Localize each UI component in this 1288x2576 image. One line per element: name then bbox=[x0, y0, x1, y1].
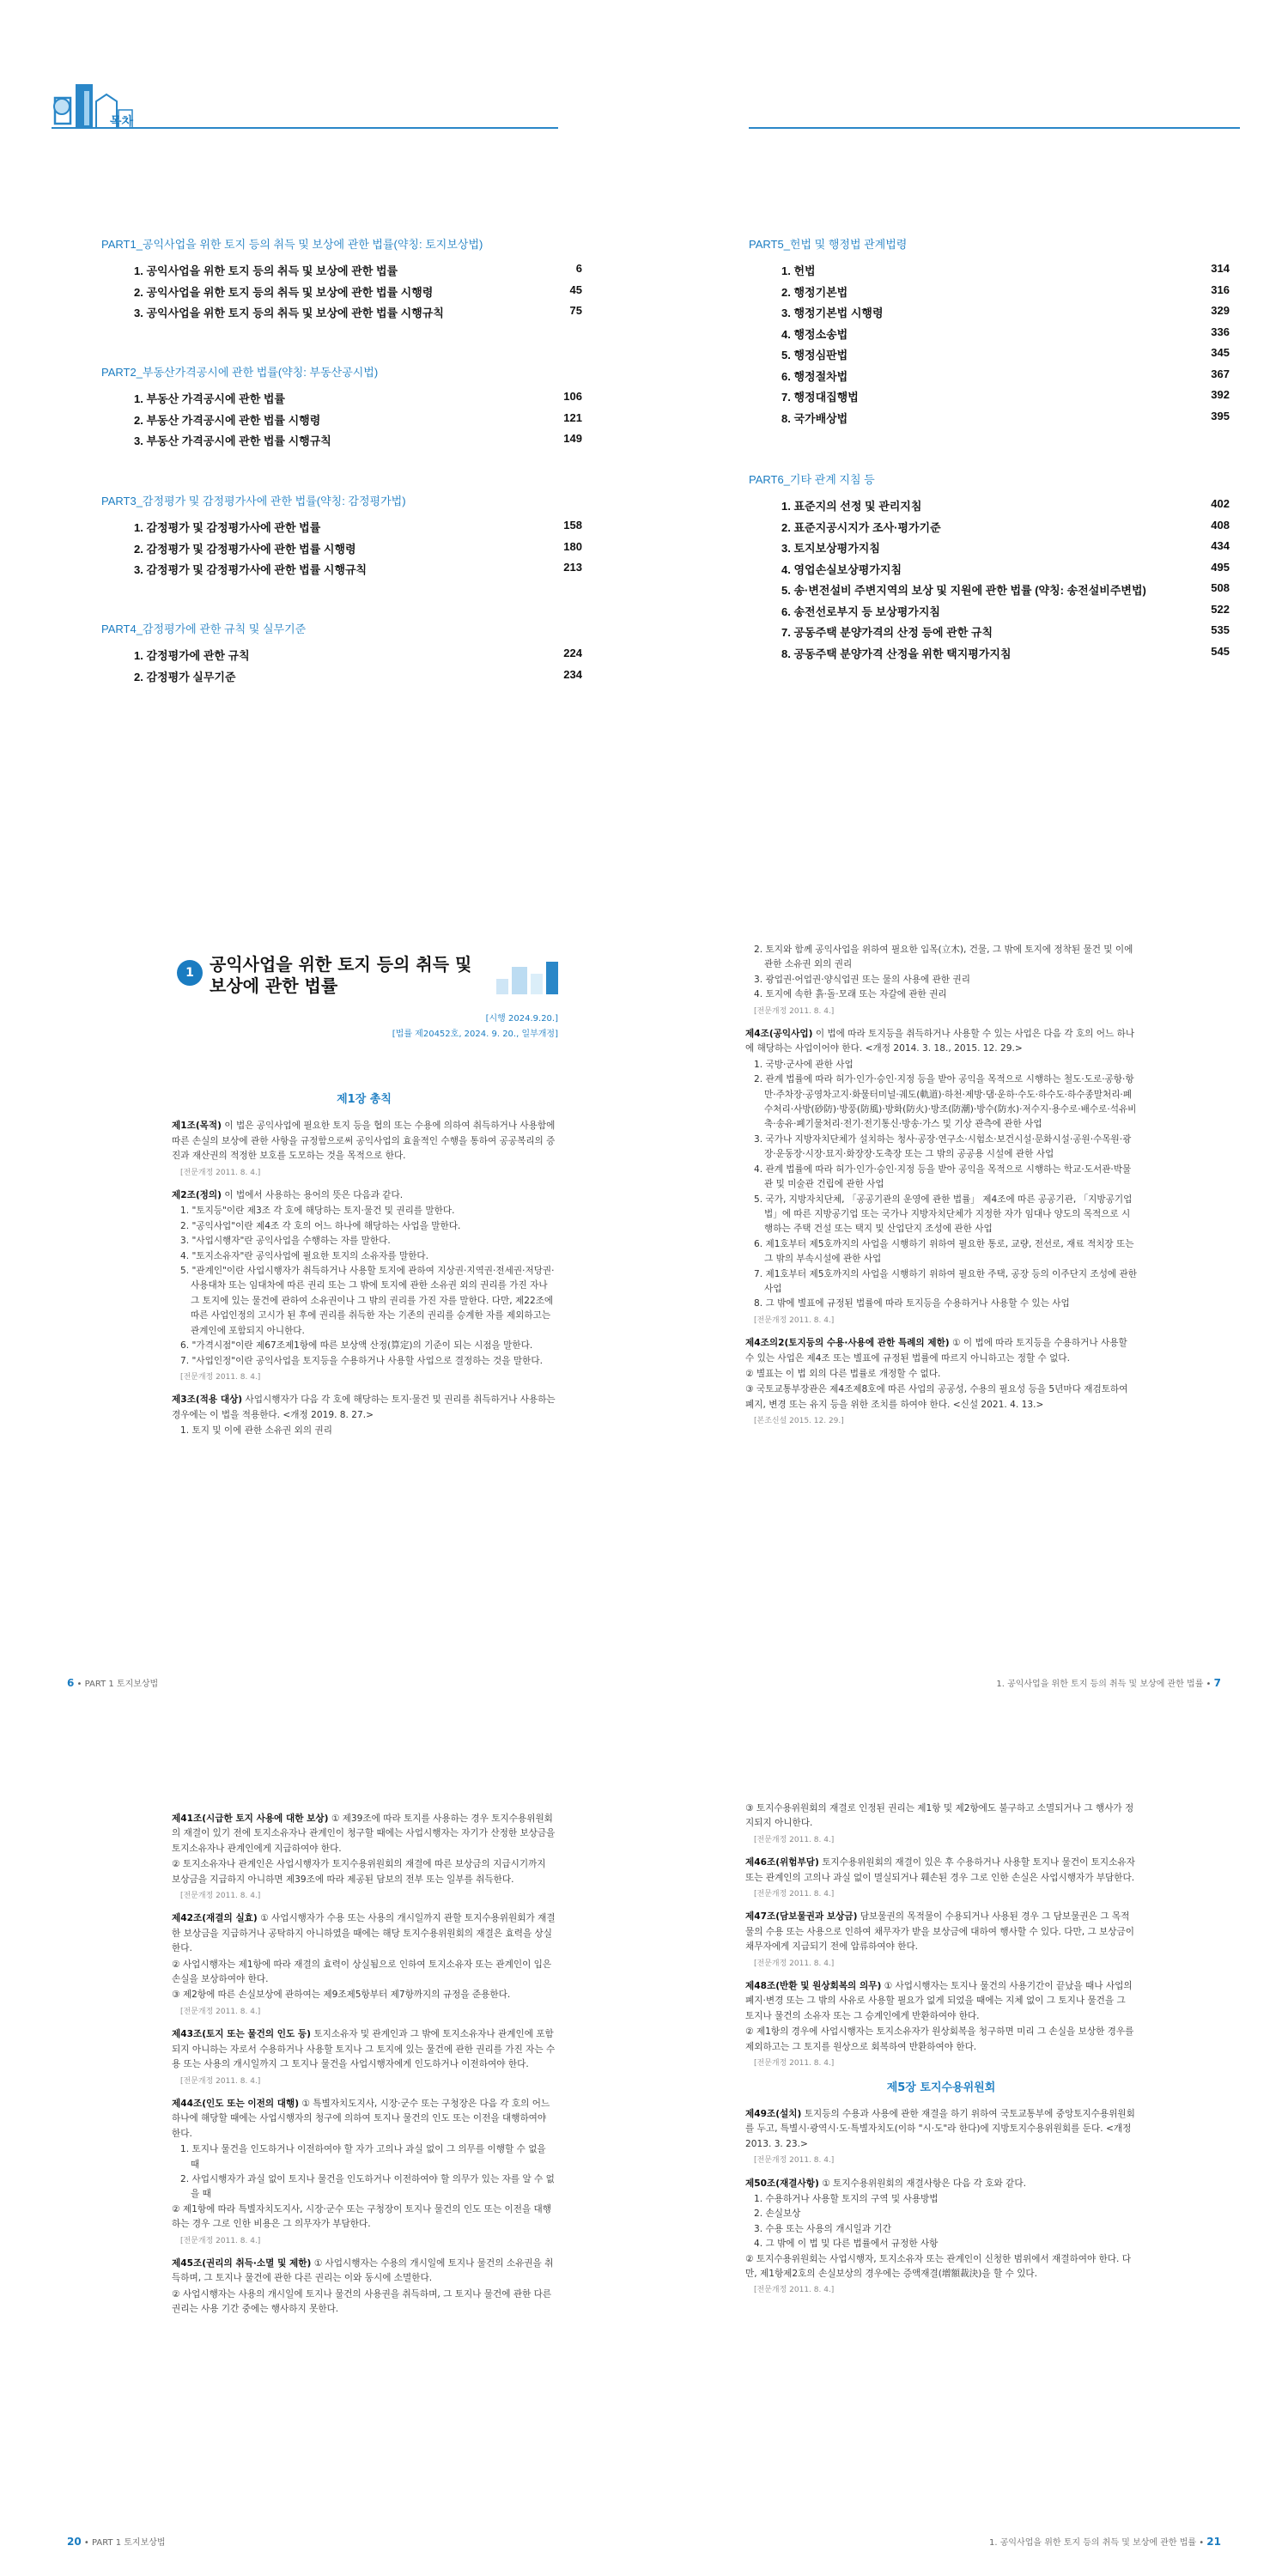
toc-entry[interactable]: 1. 감정평가 및 감정평가사에 관한 법률 158 bbox=[134, 519, 582, 534]
paragraph: ② 사업시행자는 사용의 개시일에 토지나 물건의 사용권을 취득하며, 그 토지나 물건에 관한 다른 권리는 사용 기간 중에는 행사하지 못한다. bbox=[172, 2288, 552, 2315]
article: 제45조(권리의 취득·소멸 및 제한) ① 사업시행자는 수용의 개시일에 토지나 물건의 소유권을 취득하며, 그 토지나 물건에 관한 다른 권리는 이와 동시에 소멸한다. bbox=[172, 2257, 554, 2284]
article: 제42조(재결의 실효) ① 사업시행자가 수용 또는 사용의 개시일까지 관할 토지수용위원회가 재결한 보상금을 지급하거나 공탁하지 아니하였을 때에는 해당 토지수용위원회의 재결은 효력을 상실한다. bbox=[172, 1913, 556, 1954]
article: 제4조의2(토지등의 수용·사용에 관한 특례의 제한) ① 이 법에 따라 토지등을 수용하거나 사용할 수 있는 사업은 제4조 또는 별표에 규정된 법률에 따르지 아니하고는 정할 수 없다. bbox=[745, 1338, 1127, 1364]
list-item: 7. 제1호부터 제5호까지의 사업을 시행하기 위하여 필요한 주택, 공장 등의 이주단지 조성에 관한 사업 bbox=[754, 1268, 1138, 1294]
toc-entry[interactable]: 3. 부동산 가격공시에 관한 법률 시행규칙 149 bbox=[134, 432, 582, 447]
page-21 bbox=[644, 1717, 1288, 2576]
toc-title: 목차 bbox=[110, 114, 134, 128]
amendment-note: [전문개정 2011. 8. 4.] bbox=[754, 1315, 835, 1325]
paragraph: ② 사업시행자는 제1항에 따라 재결의 효력이 상실됨으로 인하여 토지소유자 또는 관계인이 입은 손실을 보상하여야 한다. bbox=[172, 1959, 552, 1985]
page-6 bbox=[0, 859, 644, 1717]
toc-entry[interactable]: 8. 국가배상법 395 bbox=[781, 409, 1230, 425]
toc-entry[interactable]: 7. 공동주택 분양가격의 산정 등에 관한 규칙 535 bbox=[781, 623, 1230, 639]
list-item: 4. 토지에 속한 흙·돌·모래 또는 자갈에 관한 권리 bbox=[754, 989, 947, 1000]
toc-entry[interactable]: 2. 감정평가 및 감정평가사에 관한 법률 시행령 180 bbox=[134, 539, 582, 556]
list-item: 8. 그 밖에 별표에 규정된 법률에 따라 토지등을 수용하거나 사용할 수 있는 사업 bbox=[754, 1298, 1070, 1309]
toc-part-6 bbox=[749, 471, 1230, 665]
amendment-note: [전문개정 2011. 8. 4.] bbox=[754, 1006, 835, 1016]
article: 제3조(적용 대상) 사업시행자가 다음 각 호에 해당하는 토지·물건 및 권리를 취득하거나 사용하는 경우에는 이 법을 적용한다. <개정 2019. 8. 27.> bbox=[172, 1394, 556, 1420]
toc-part-4 bbox=[101, 620, 582, 689]
law-meta: [시행 2024.9.20.] [법률 제20452호, 2024. 9. 20., 일부개정] bbox=[392, 1014, 558, 1039]
article: 제1조(목적) 이 법은 공익사업에 필요한 토지 등을 협의 또는 수용에 의하여 취득하거나 사용함에 따른 손실의 보상에 관한 사항을 규정함으로써 공익사업의 효율적인 수행을 통하여 공공복리의 증진과 재산권의 적정한 보호를 도모하는 것을 목적으로 한다. bbox=[172, 1121, 556, 1162]
list-item: 4. 그 밖에 이 법 및 다른 법률에서 규정한 사항 bbox=[754, 2239, 939, 2250]
toc-part-3 bbox=[101, 492, 582, 582]
amendment-note: [전문개정 2011. 8. 4.] bbox=[180, 2007, 261, 2016]
article: 제46조(위험부담) 토지수용위원회의 재결이 있은 후 수용하거나 사용할 토지나 물건이 토지소유자 또는 관계인의 고의나 과실 없이 멸실되거나 훼손된 경우 그로 인한 손실은 사업시행자가 부담한다. bbox=[745, 1857, 1135, 1883]
list-item: 4. 관계 법률에 따라 허가·인가·승인·지정 등을 받아 공익을 목적으로 시행하는 학교·도서관·박물관 및 미술관 건립에 관한 사업 bbox=[754, 1163, 1132, 1190]
amendment-note: [전문개정 2011. 8. 4.] bbox=[754, 2286, 835, 2295]
list-item: 1. 토지나 물건을 인도하거나 이전하여야 할 자가 고의나 과실 없이 그 의무를 이행할 수 없을 때 bbox=[180, 2144, 546, 2170]
page-7 bbox=[644, 859, 1288, 1717]
article: 제4조(공익사업) 이 법에 따라 토지등을 취득하거나 사용할 수 있는 사업은 다음 각 호의 어느 하나에 해당하는 사업이어야 한다. <개정 2014. 3. 18., 2015. 12. 29.> bbox=[745, 1029, 1135, 1054]
law-spread-pages-6-7 bbox=[0, 859, 1288, 1717]
amendment-note: [전문개정 2011. 8. 4.] bbox=[754, 1959, 835, 1968]
paragraph: ② 제1항에 따라 특별자치도지사, 시장·군수 또는 구청장이 토지나 물건의 인도 또는 이전을 대행하는 경우 그로 인한 비용은 그 의무자가 부담한다. bbox=[172, 2203, 552, 2230]
list-item: 5. "관계인"이란 사업시행자가 취득하거나 사용할 토지에 관하여 지상권·지역권·전세권·저당권·사용대차 또는 임대차에 따른 권리 또는 그 밖에 토지에 관한 소유권 외의 권리를 가진 자나 그 토지에 있는 물건에 관하여 소유권이나 그 밖의 권리를 가진 자를 말한다. 다만, 제22조에 따른 사업인정의 고시가 된 후에 권리를 취득한 자는 기존의 권리를 승계한 자를 제외하고는 관계인에 포함되지 아니한다. bbox=[180, 1266, 555, 1336]
toc-entry[interactable]: 3. 행정기본법 시행령 329 bbox=[781, 304, 1230, 319]
page-footer: 20 • PART 1 토지보상법 bbox=[67, 2536, 166, 2548]
toc-header-line bbox=[749, 127, 1240, 129]
law-body-left bbox=[172, 1812, 556, 2318]
page-footer: 1. 공익사업을 위한 토지 등의 취득 및 보상에 관한 법률 • 7 bbox=[996, 1677, 1221, 1689]
list-item: 6. "가격시점"이란 제67조제1항에 따른 보상액 산정(算定)의 기준이 되는 시점을 말한다. bbox=[180, 1340, 533, 1352]
list-item: 1. 수용하거나 사용할 토지의 구역 및 사용방법 bbox=[754, 2193, 939, 2204]
toc-part-title: PART3_감정평가 및 감정평가사에 관한 법률(약칭: 감정평가법) bbox=[101, 495, 406, 507]
article: 제44조(인도 또는 이전의 대행) ① 특별자치도지사, 시장·군수 또는 구청장은 다음 각 호의 어느 하나에 해당할 때에는 사업시행자의 청구에 의하여 토지나 물건의 인도 또는 이전을 대행하여야 한다. bbox=[172, 2098, 550, 2139]
toc-entry[interactable]: 6. 행정절차법 367 bbox=[781, 367, 1230, 383]
paragraph: ③ 제2항에 따른 손실보상에 관하여는 제9조제5항부터 제7항까지의 규정을 준용한다. bbox=[172, 1990, 511, 2001]
law-spread-pages-20-21 bbox=[0, 1717, 1288, 2576]
paragraph: ② 제1항의 경우에 사업시행자는 토지소유자가 원상회복을 청구하면 미리 그 손실을 보상한 경우를 제외하고는 그 토지를 원상으로 회복하여 반환하여야 한다. bbox=[745, 2026, 1134, 2052]
toc-entry[interactable]: 2. 부동산 가격공시에 관한 법률 시행령 121 bbox=[134, 410, 582, 427]
toc-entry[interactable]: 2. 표준지공시지가 조사·평가기준 408 bbox=[781, 518, 1230, 534]
list-item: 3. 광업권·어업권·양식업권 또는 물의 사용에 관한 권리 bbox=[754, 974, 970, 985]
paragraph: ③ 국토교통부장관은 제4조제8호에 따른 사업의 공공성, 수용의 필요성 등을 5년마다 재검토하여 폐지, 변경 또는 유지 등을 위한 조치를 하여야 한다. <신설 2021. 4. 13.> bbox=[745, 1384, 1128, 1410]
paragraph: ② 토지소유자나 관계인은 사업시행자가 토지수용위원회의 재결에 따른 보상금의 지급시기까지 보상금을 지급하지 아니하면 제39조에 따라 제공된 담보의 전부 또는 일부를 취득한다. bbox=[172, 1859, 546, 1885]
toc-entry[interactable]: 2. 감정평가 실무기준 234 bbox=[134, 667, 582, 683]
list-item: 1. 토지 및 이에 관한 소유권 외의 권리 bbox=[180, 1425, 332, 1437]
toc-spread bbox=[0, 0, 1288, 859]
paragraph: ② 별표는 이 법 외의 다른 법률로 개정할 수 없다. bbox=[745, 1368, 941, 1379]
toc-part-title: PART5_헌법 및 행정법 관계법령 bbox=[749, 238, 908, 251]
list-item: 6. 제1호부터 제5호까지의 사업을 시행하기 위하여 필요한 통로, 교량, 전선로, 재료 적치장 또는 그 밖의 부속시설에 관한 사업 bbox=[754, 1238, 1134, 1265]
amendment-note: [전문개정 2011. 8. 4.] bbox=[754, 1890, 835, 1899]
toc-entry[interactable]: 1. 공익사업을 위한 토지 등의 취득 및 보상에 관한 법률 6 bbox=[134, 262, 582, 277]
toc-entry[interactable]: 5. 행정심판법 345 bbox=[781, 346, 1230, 361]
list-item: 2. 관계 법률에 따라 허가·인가·승인·지정 등을 받아 공익을 목적으로 시행하는 철도·도로·공항·항만·주차장·공영차고지·화물터미널·궤도(軌道)·하천·제방·댐·운하·수도·하수도·하수종말처리·폐수처리·사방(砂防)·방풍(防風)·방화(防火)·방조(防潮)·방수(防水)·저수지·용수로·배수로·석유비축·송유·폐기물처리·전기·전기통신·방송·가스 및 기상 관측에 관한 사업 bbox=[754, 1074, 1137, 1130]
page-footer: 6 • PART 1 토지보상법 bbox=[67, 1677, 159, 1689]
toc-part-5 bbox=[749, 235, 1230, 430]
article: 제50조(재결사항) ① 토지수용위원회의 재결사항은 다음 각 호와 같다. bbox=[745, 2178, 1026, 2189]
amendment-note: [전문개정 2011. 8. 4.] bbox=[754, 1835, 835, 1844]
list-item: 1. 국방·군사에 관한 사업 bbox=[754, 1059, 854, 1070]
article: 제47조(담보물권과 보상금) 담보물권의 목적물이 수용되거나 사용된 경우 그 담보물권은 그 목적물의 수용 또는 사용으로 인하여 채무자가 받을 보상금에 대하여 행사할 수 있다. 다만, 그 보상금이 채무자에게 지급되기 전에 압류하여야 한다. bbox=[745, 1911, 1134, 1953]
toc-entry[interactable]: 1. 감정평가에 관한 규칙 224 bbox=[134, 647, 582, 662]
list-item: 2. 사업시행자가 과실 없이 토지나 물건을 인도하거나 이전하여야 할 의무가 있는 자를 알 수 없을 때 bbox=[180, 2173, 555, 2200]
toc-part-title: PART6_기타 관계 지침 등 bbox=[749, 473, 875, 486]
toc-part-title: PART1_공익사업을 위한 토지 등의 취득 및 보상에 관한 법률(약칭: 토지보상법) bbox=[101, 238, 483, 251]
page-footer: 1. 공익사업을 위한 토지 등의 취득 및 보상에 관한 법률 • 21 bbox=[989, 2536, 1221, 2548]
chapter-heading: 제5장 토지수용위원회 bbox=[886, 2081, 996, 2094]
toc-entry[interactable]: 3. 감정평가 및 감정평가사에 관한 법률 시행규칙 213 bbox=[134, 561, 582, 576]
article: 제43조(토지 또는 물건의 인도 등) 토지소유자 및 관계인과 그 밖에 토지소유자나 관계인에 포함되지 아니하는 자로서 수용하거나 사용할 토지나 그 토지에 있는 물건에 관한 권리를 가진 자는 수용 또는 사용의 개시일까지 그 토지나 물건을 사업시행자에게 인도하거나 이전하여야 한다. bbox=[172, 2029, 556, 2070]
list-item: 2. 손실보상 bbox=[754, 2208, 801, 2220]
toc-entry[interactable]: 6. 송전선로부지 등 보상평가지침 522 bbox=[781, 602, 1230, 618]
toc-entry[interactable]: 1. 부동산 가격공시에 관한 법률 106 bbox=[134, 390, 582, 405]
toc-entry[interactable]: 4. 행정소송법 336 bbox=[781, 325, 1230, 341]
toc-entry[interactable]: 7. 행정대집행법 392 bbox=[781, 388, 1230, 404]
article: 제48조(반환 및 원상회복의 의무) ① 사업시행자는 토지나 물건의 사용기간이 끝났을 때나 사업의 폐지·변경 또는 그 밖의 사유로 사용할 필요가 없게 되었을 때에는 지체 없이 그 토지나 물건을 그 토지나 물건의 소유자 또는 그 승계인에게 반환하여야 한다. bbox=[745, 1981, 1133, 2021]
list-item: 2. 토지와 함께 공익사업을 위하여 필요한 입목(立木), 건물, 그 밖에 토지에 정착된 물건 및 이에 관한 소유권 외의 권리 bbox=[754, 945, 1133, 970]
toc-part-2 bbox=[101, 363, 582, 453]
toc-entry[interactable]: 1. 헌법 314 bbox=[781, 262, 1230, 277]
list-item: 3. 국가나 지방자치단체가 설치하는 청사·공장·연구소·시험소·보건시설·문화시설·공원·수목원·광장·운동장·시장·묘지·화장장·도축장 또는 그 밖의 공공용 시설에 관한 사업 bbox=[754, 1133, 1132, 1160]
list-item: 5. 국가, 지방자치단체, 「공공기관의 운영에 관한 법률」 제4조에 따른 공공기관, 「지방공기업법」에 따른 지방공기업 또는 국가나 지방자치단체가 지정한 자가 임대나 양도의 목적으로 시행하는 주택 건설 또는 택지 및 산업단지 조성에 관한 사업 bbox=[754, 1194, 1133, 1235]
toc-entry[interactable]: 3. 토지보상평가지침 434 bbox=[781, 539, 1230, 555]
buildings-decoration-icon bbox=[495, 960, 562, 996]
toc-entry[interactable]: 4. 영업손실보상평가지침 495 bbox=[781, 560, 1230, 576]
amendment-note: [본조신설 2015. 12. 29.] bbox=[754, 1417, 844, 1426]
toc-part-1 bbox=[101, 235, 582, 325]
list-item: 2. "공익사업"이란 제4조 각 호의 어느 하나에 해당하는 사업을 말한다. bbox=[180, 1220, 461, 1231]
toc-entry[interactable]: 2. 공익사업을 위한 토지 등의 취득 및 보상에 관한 법률 시행령 45 bbox=[134, 283, 582, 299]
list-item: 1. "토지등"이란 제3조 각 호에 해당하는 토지·물건 및 권리를 말한다. bbox=[180, 1206, 455, 1217]
amendment-note: [전문개정 2011. 8. 4.] bbox=[180, 2076, 261, 2086]
paragraph: ② 토지수용위원회는 사업시행자, 토지소유자 또는 관계인이 신청한 범위에서 재결하여야 한다. 다만, 제1항제2호의 손실보상의 경우에는 증액재결(增額裁決)을 할 수 있다. bbox=[745, 2253, 1132, 2279]
toc-entry[interactable]: 2. 행정기본법 316 bbox=[781, 283, 1230, 299]
page-20 bbox=[0, 1717, 644, 2576]
toc-entry[interactable]: 1. 표준지의 선정 및 관리지침 402 bbox=[781, 497, 1230, 513]
law-heading: 공익사업을 위한 토지 등의 취득 및 보상에 관한 법률 bbox=[210, 954, 472, 996]
law-body-right bbox=[745, 943, 1137, 1437]
law-body-right bbox=[745, 1801, 1137, 2306]
list-item: 7. "사업인정"이란 공익사업을 토지등을 수용하거나 사용할 사업으로 결정하는 것을 말한다. bbox=[180, 1355, 543, 1366]
toc-left-page bbox=[0, 0, 644, 859]
list-item: 3. "사업시행자"란 공익사업을 수행하는 자를 말한다. bbox=[180, 1236, 391, 1247]
amendment-note: [전문개정 2011. 8. 4.] bbox=[180, 1892, 261, 1901]
toc-entry[interactable]: 8. 공동주택 분양가격 산정을 위한 택지평가지침 545 bbox=[781, 644, 1230, 660]
amendment-note: [전문개정 2011. 8. 4.] bbox=[180, 1168, 261, 1177]
article: 제41조(시급한 토지 사용에 대한 보상) ① 제39조에 따라 토지를 사용하는 경우 토지수용위원회의 재결이 있기 전에 토지소유자나 관계인이 청구할 때에는 사업시행자는 자기가 산정한 보상금을 토지소유자나 관계인에게 지급하여야 한다. bbox=[172, 1814, 556, 1854]
article: 제2조(정의) 이 법에서 사용하는 용어의 뜻은 다음과 같다. bbox=[172, 1190, 404, 1201]
chapter-heading: 제1장 총칙 bbox=[337, 1093, 392, 1106]
amendment-note: [전문개정 2011. 8. 4.] bbox=[180, 2236, 261, 2245]
amendment-note: [전문개정 2011. 8. 4.] bbox=[754, 2156, 835, 2166]
toc-entry[interactable]: 3. 공익사업을 위한 토지 등의 취득 및 보상에 관한 법률 시행규칙 75 bbox=[134, 304, 582, 319]
paragraph: ③ 토지수용위원회의 재결로 인정된 권리는 제1항 및 제2항에도 불구하고 소멸되거나 그 행사가 정지되지 아니한다. bbox=[745, 1803, 1134, 1829]
toc-part-title: PART2_부동산가격공시에 관한 법률(약칭: 부동산공시법) bbox=[101, 366, 379, 379]
amendment-note: [전문개정 2011. 8. 4.] bbox=[754, 2059, 835, 2069]
toc-right-page bbox=[644, 0, 1288, 859]
toc-part-title: PART4_감정평가에 관한 규칙 및 실무기준 bbox=[101, 623, 307, 635]
amendment-note: [전문개정 2011. 8. 4.] bbox=[180, 1372, 261, 1382]
law-number-badge: 1 bbox=[177, 960, 203, 986]
list-item: 3. 수용 또는 사용의 개시일과 기간 bbox=[754, 2223, 891, 2234]
article: 제49조(설치) 토지등의 수용과 사용에 관한 재결을 하기 위하여 국토교통부에 중앙토지수용위원회를 두고, 특별시·광역시·도·특별자치도(이하 "시·도"라 한다)에 지방토지수용위원회를 둔다. <개정 2013. 3. 23.> bbox=[745, 2108, 1135, 2149]
list-item: 4. "토지소유자"란 공익사업에 필요한 토지의 소유자를 말한다. bbox=[180, 1250, 429, 1261]
law-body-left bbox=[172, 1084, 556, 1439]
toc-entry[interactable]: 5. 송·변전설비 주변지역의 보상 및 지원에 관한 법률 (약칭: 송전설비주변법) 508 bbox=[781, 581, 1230, 597]
